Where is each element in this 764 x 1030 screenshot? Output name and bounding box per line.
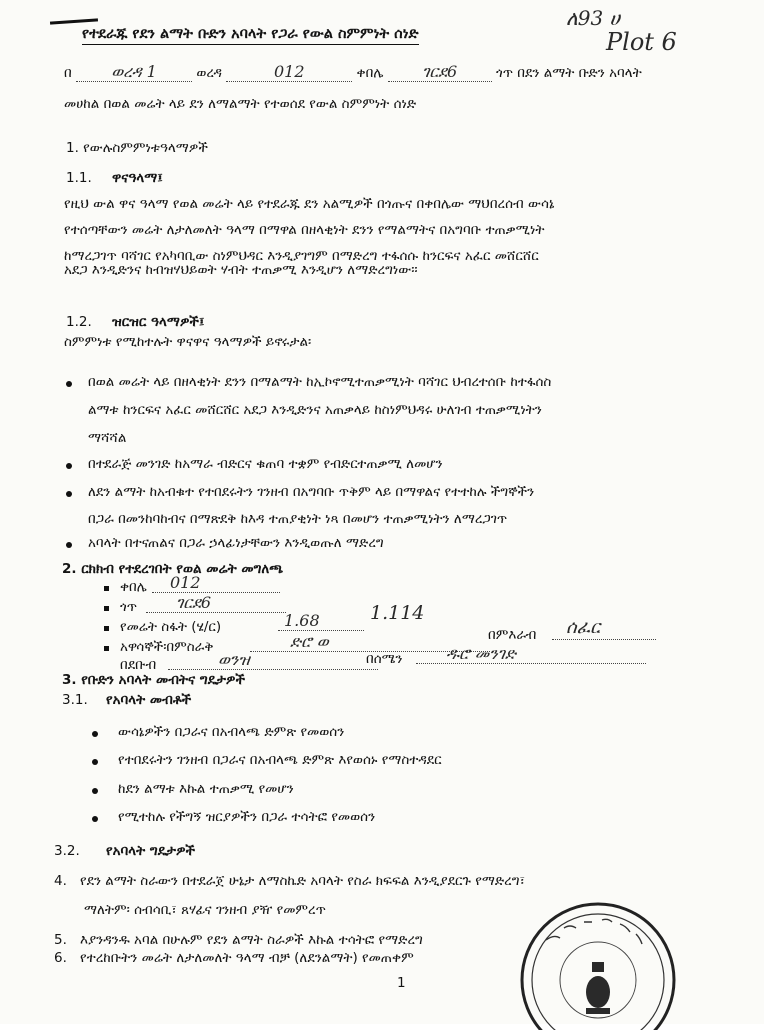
objective-line: በተደራጅ መንገድ ከአማራ ብድርና ቁጠባ ተቋም የብድርተጠቃሚ ለመሆን xyxy=(88,456,443,472)
section-1-1-line: የተሰጣቸውን መሬት ለታለመለት ዓላማ በማዋል በዘላቂነት ደንን የማልማትና በአግባቡ ተጠቃሚነት xyxy=(64,222,545,238)
field-kebele-label: ቀበሌ xyxy=(120,579,147,595)
field-south-value: ወንዝ xyxy=(168,650,378,670)
field-north-value: ዱሮ መንገድ xyxy=(416,644,646,664)
field-marker xyxy=(104,646,109,651)
section-1-1-number: 1.1. xyxy=(66,170,92,186)
field-west-value: ሰፈር xyxy=(552,617,656,640)
objective-line: ለደን ልማት ከአብቁተ የተበደሩትን ገንዘብ በአግባቡ ጥቅም ላይ በማዋልና የተተከሉ ችግኞችን xyxy=(88,484,535,500)
field-neighbors-label: አዋሳኞች፡በምስራቅ xyxy=(120,639,214,655)
duty-line: የደን ልማት ስራውን በተደራጀ ሁኔታ ለማስኬድ አባላት የስራ ክፍፍል እንዲያደርጉ የማድረግ፣ xyxy=(80,873,526,889)
field-north-label: በሰሜን xyxy=(366,651,403,667)
bullet-marker xyxy=(66,491,72,497)
bullet-marker xyxy=(66,381,72,387)
page-number: 1 xyxy=(397,975,406,991)
section-1-1-line: የዚህ ውል ዋና ዓላማ የወል መሬት ላይ የተደራጁ ደን አልሚዎች በጎጡና በቀበሌው ማህበረሰብ ውሳኔ xyxy=(64,196,555,212)
page-title: የተደራጁ የደን ልማት ቡድን አባላት የጋራ የውል ስምምነት ሰነድ xyxy=(82,26,419,45)
section-1-1-line: አደጋ እንዲድንና ከብዝሃህይወት ሃብት ተጠቃሚ እንዲሆን ለማድረግነው፡፡ xyxy=(64,262,418,278)
field-area-label: የመሬት ስፋት (ሄ/ር) xyxy=(120,619,222,635)
right-item: የተበደሩትን ገንዘብ በጋራና በአብላጫ ድምጽ እየወሰኑ የማስተዳደር xyxy=(118,752,442,768)
woreda-label: ወረዳ xyxy=(196,65,222,81)
objective-line: አባላት በተናጠልና በጋራ ኃላፊነታቸውን እንዲወጡለ ማድረግ xyxy=(88,535,384,551)
field-got-label: ጎጥ xyxy=(120,599,138,615)
section-1-heading: 1. የውሉስምምነቱዓላማዎች xyxy=(66,140,208,156)
section-2-heading: 2. ርክክብ የተደረገበት የወል መሬት መግለጫ xyxy=(62,561,284,577)
field-area-value-1: 1.68 xyxy=(278,611,364,631)
duty-line: እያንዳንዱ አባል በሁሉም የደን ልማት ስራዎች እኩል ተሳትፎ የማድረግ xyxy=(80,932,423,948)
section-3-1-number: 3.1. xyxy=(62,692,88,708)
right-item: የሚተከሉ የችግኝ ዝርያዎችን በጋራ ተሳትፎ የመወሰን xyxy=(118,809,376,825)
intro-got-value: ገርደ6 xyxy=(388,62,492,82)
objective-line: በጋራ በመንከባከብና በማጽደቅ ከእዳ ተጠያቂነት ነጻ በመሆን ተጠቃሚነትን ለማረጋገጥ xyxy=(88,511,508,527)
bullet-marker xyxy=(66,542,72,548)
section-3-1-title: የአባላት መብቶች xyxy=(106,692,192,708)
field-kebele-value: 012 xyxy=(152,573,280,593)
corner-dash xyxy=(50,18,98,24)
right-item: ከደን ልማቱ እኩል ተጠቃሚ የመሆን xyxy=(118,781,294,797)
intro-prefix: በ xyxy=(64,65,72,81)
field-marker xyxy=(104,586,109,591)
duty-number: 4. xyxy=(54,873,67,889)
section-1-2-title: ዝርዝር ዓላማዎች፤ xyxy=(112,314,205,330)
official-seal xyxy=(506,900,686,1030)
duty-line: ማለትም፡ ሰብሳቢ፣ ጸሃፊና ገንዘብ ያዥ የመምረጥ xyxy=(84,902,326,918)
corner-note-1: ለ93 ሀ xyxy=(566,6,620,30)
bullet-marker xyxy=(92,816,98,822)
section-1-2-number: 1.2. xyxy=(66,314,92,330)
intro-kebele-label: ቀበሌ xyxy=(356,65,384,81)
section-3-2-title: የአባላት ግዴታዎች xyxy=(106,843,196,859)
duty-line: የተረከቡትን መሬት ለታለመለት ዓላማ ብቻ (ለደንልማት) የመጠቀም xyxy=(80,950,414,966)
bullet-marker xyxy=(92,788,98,794)
field-marker xyxy=(104,626,109,631)
section-1-2-intro: ስምምነቱ የሚከተሉት ዋናዋና ዓላማዎች ይኖሩታል፡ xyxy=(64,334,312,350)
field-west-label: በምእራብ xyxy=(488,627,537,643)
bullet-marker xyxy=(92,731,98,737)
woreda-value: ወረዳ 1 xyxy=(76,62,192,82)
corner-note-2: Plot 6 xyxy=(606,28,677,56)
right-item: ውሳኔዎችን በጋራና በአብላጫ ድምጽ የመወሰን xyxy=(118,724,345,740)
field-east-value: ድሮ ወ xyxy=(250,632,490,652)
field-got-value: ገርደ6 xyxy=(146,593,286,613)
duty-number: 5. xyxy=(54,932,67,948)
section-1-1-title: ዋናዓላማ፤ xyxy=(112,170,163,186)
bullet-marker xyxy=(92,759,98,765)
field-marker xyxy=(104,606,109,611)
section-3-heading: 3. የቡድን አባላት መብትና ግዴታዎች xyxy=(62,672,246,688)
intro-line-1 xyxy=(64,62,694,82)
intro-kebele-value: 012 xyxy=(226,62,352,82)
duty-number: 6. xyxy=(54,950,67,966)
objective-line: ማሻሻል xyxy=(88,430,127,446)
objective-line: ልማቱ ከንርፍና አፈር መሸርሸር አደጋ እንዲድንና አጠቃላይ ከስነምህዳሩ ሁለገብ ተጠቃሚነትን xyxy=(88,402,542,418)
field-area-value-2: 1.114 xyxy=(370,602,425,624)
bullet-marker xyxy=(66,463,72,469)
intro-line-2: መሀከል በወል መሬት ላይ ደን ለማልማት የተወሰደ የውል ስምምነት ሰነድ xyxy=(64,96,417,112)
intro-suffix: ጎጥ በደን ልማት ቡድን አባላት xyxy=(495,65,642,81)
objective-line: በወል መሬት ላይ በዘላቂነት ደንን በማልማት ከኢኮኖሚተጠቃሚነት ባሻገር ህብረተሰቡ ከተፋሰስ xyxy=(88,374,552,390)
section-1-1-line: ከማረጋገጥ ባሻገር የአካባቢው ስነምህዳር እንዲያገግም በማድረግ ተፋሰሱ ከንርፍና አፈር መሸርሸር xyxy=(64,248,539,264)
section-3-2-number: 3.2. xyxy=(54,843,80,859)
field-south-label: በደቡብ xyxy=(120,657,157,673)
